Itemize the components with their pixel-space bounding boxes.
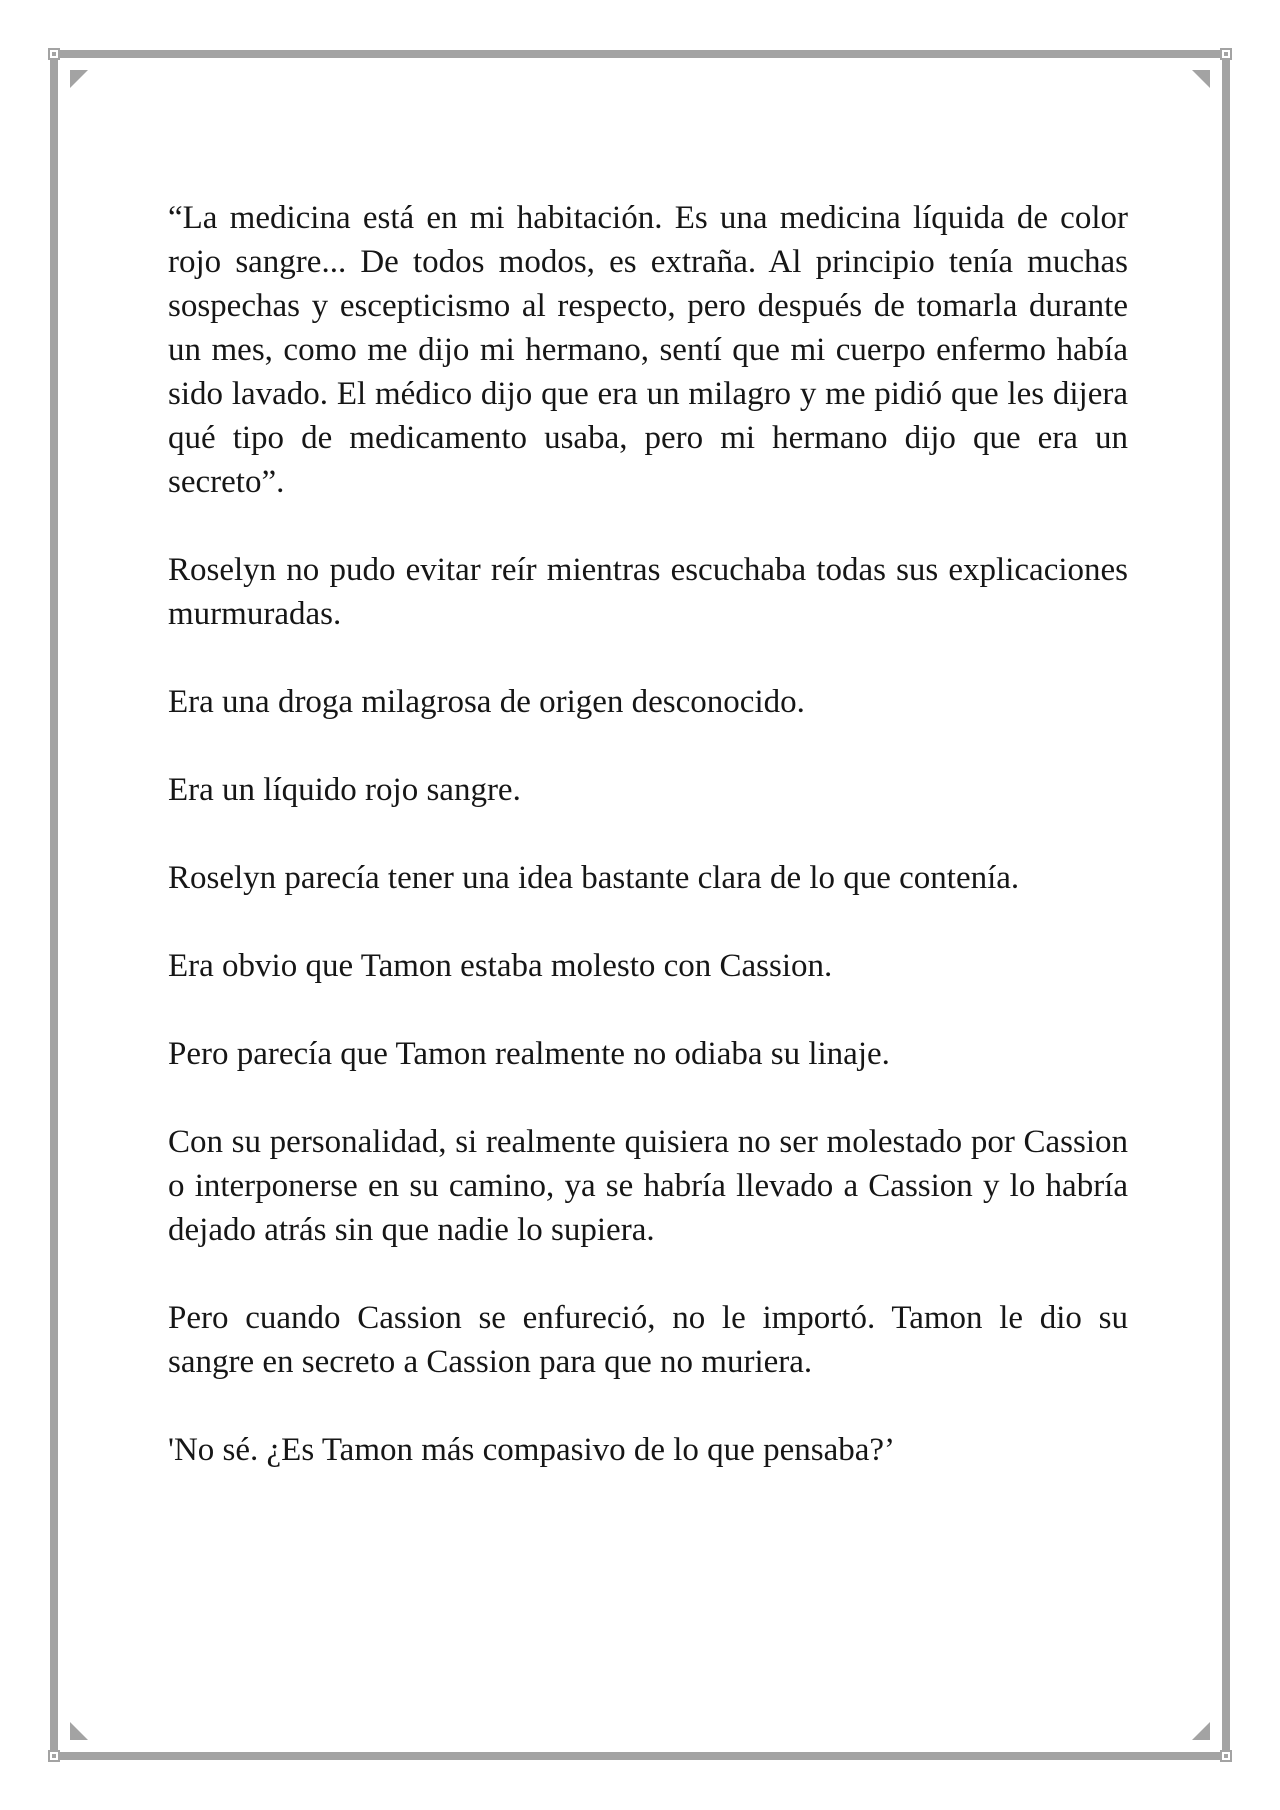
frame-bottom-border	[58, 1752, 1222, 1760]
corner-triangle-bottom-left-icon	[70, 1722, 88, 1740]
frame-corner-ornament-top-left	[48, 48, 60, 60]
paragraph: Era una droga milagrosa de origen desconocido.	[168, 684, 805, 720]
frame-left-border	[50, 58, 58, 1752]
paragraph: Era un líquido rojo sangre.	[168, 772, 521, 808]
paragraph: 'No sé. ¿Es Tamon más compasivo de lo que pensaba?’	[168, 1432, 895, 1468]
paragraph: Roselyn no pudo evitar reír mientras escuchaba todas sus explicaciones murmuradas.	[168, 552, 1128, 632]
paragraph: Roselyn parecía tener una idea bastante clara de lo que contenía.	[168, 860, 1020, 896]
paragraph: “La medicina está en mi habitación. Es una medicina líquida de color rojo sangre... De todos modos, es extraña. Al principio tenía muchas sospechas y escepticismo al respecto, pero después de tomarla durante un mes, como me dijo mi hermano, sentí que mi cuerpo enfermo había sido lavado. El médico dijo que era un milagro y me pidió que les dijera qué tipo de medicamento usaba, pero mi hermano dijo que era un secreto”.	[168, 200, 1128, 500]
paragraph: Era obvio que Tamon estaba molesto con Cassion.	[168, 948, 833, 984]
document-body	[168, 196, 1128, 1516]
frame-corner-ornament-top-right	[1220, 48, 1232, 60]
corner-triangle-top-left-icon	[70, 70, 88, 88]
frame-corner-ornament-bottom-right	[1220, 1750, 1232, 1762]
paragraph: Pero parecía que Tamon realmente no odiaba su linaje.	[168, 1036, 890, 1072]
frame-right-border	[1222, 58, 1230, 1752]
corner-triangle-bottom-right-icon	[1192, 1722, 1210, 1740]
corner-triangle-top-right-icon	[1192, 70, 1210, 88]
paragraph: Con su personalidad, si realmente quisiera no ser molestado por Cassion o interponerse en su camino, ya se habría llevado a Cassion y lo habría dejado atrás sin que nadie lo supiera.	[168, 1124, 1128, 1248]
paragraph: Pero cuando Cassion se enfureció, no le importó. Tamon le dio su sangre en secreto a Cassion para que no muriera.	[168, 1300, 1128, 1380]
frame-corner-ornament-bottom-left	[48, 1750, 60, 1762]
frame-top-border	[58, 50, 1222, 58]
